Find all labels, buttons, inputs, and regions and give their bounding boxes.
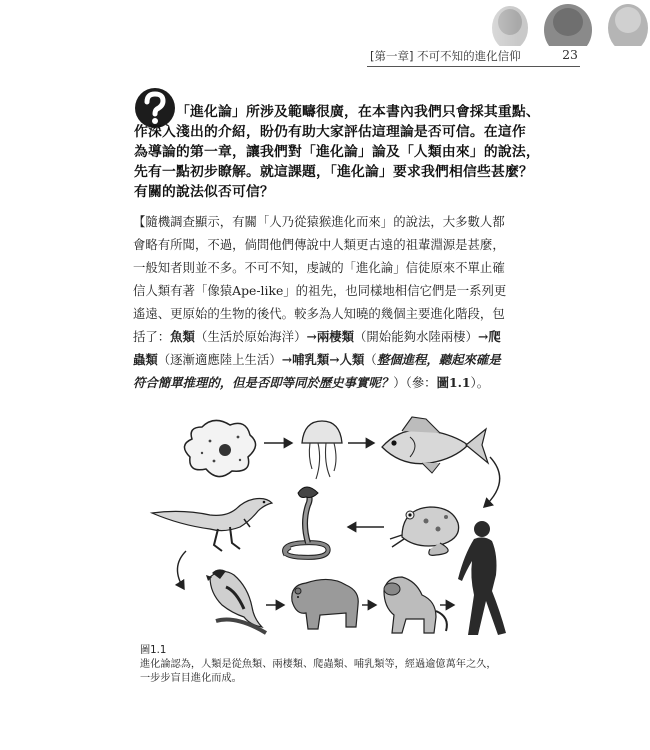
body-line: 會略有所聞，不過，倘問他們傳說中人類更古遠的祖輩淵源是甚麼，: [133, 237, 505, 252]
body-text: ）。: [470, 375, 490, 390]
baboon-icon: [384, 577, 447, 633]
jellyfish-icon: [302, 421, 342, 479]
bird-icon: [206, 569, 266, 633]
term-human: 人類: [339, 352, 365, 367]
body-line: [133, 371, 523, 394]
arrow: →: [329, 352, 340, 367]
caption-line: 一步步盲目進化而成。: [140, 673, 242, 684]
bear-icon: [292, 579, 358, 629]
caption-label: 圖1.1: [140, 645, 167, 656]
arrow: [484, 457, 500, 507]
snake-icon: [285, 487, 329, 557]
running-header: [370, 46, 578, 66]
arrow: →: [306, 329, 317, 344]
term-reptile: 爬: [488, 329, 501, 344]
caption-line: 進化論認為，人類是從魚類、兩棲類、爬蟲類、哺乳類等，經過逾億萬年之久，: [140, 659, 497, 670]
body-line: 【隨機調查顯示，有關「人乃從猿猴進化而來」的說法，大多數人都: [133, 214, 505, 229]
paren: （: [364, 352, 377, 367]
intro-paragraph: [134, 102, 540, 202]
body-text: ）（參：: [393, 375, 437, 390]
intro-line: 先有一點初步瞭解。就這課題，「進化論」要求我們相信些甚麼？: [134, 164, 534, 180]
body-line: 遙遠、更原始的生物的後代。較多為人知曉的幾個主要進化階段，包: [133, 306, 505, 321]
emphasis-text: 整個進程，聽起來確是: [376, 352, 501, 367]
chapter-title: [第一章] 不可不知的進化信仰: [370, 49, 521, 63]
term-amphibian: 兩棲類: [316, 329, 355, 344]
header-ape-photos: [428, 0, 648, 46]
body-line: [133, 325, 523, 348]
intro-line: 為導論的第一章，讓我們對「進化論」論及「人類由來」的說法，: [134, 144, 540, 160]
body-line: 一般知者則並不多。不可不知，虔誠的「進化論」信徒原來不單止確: [133, 260, 505, 275]
note-fish: （生活於原始海洋）: [194, 329, 307, 344]
human-ancestor-icon: [458, 521, 506, 635]
term-reptile: 蟲類: [133, 352, 158, 367]
intro-line: 作深入淺出的介紹，盼仍有助大家評估這理論是否可信。在這作: [134, 124, 526, 140]
arrow: [177, 551, 186, 589]
body-text: 括了：: [133, 329, 171, 344]
figure-caption: [140, 644, 540, 686]
intro-line: 有關的說法似否可信？: [134, 184, 274, 200]
header-rule: [367, 66, 580, 67]
figure-reference: 圖1.1: [436, 375, 471, 390]
evolution-figure: [140, 405, 520, 640]
fish-icon: [382, 417, 488, 473]
intro-line: 「進化論」所涉及範疇很廣，在本書內我們只會採其重點、: [176, 104, 540, 120]
emphasis-text: 符合簡單推理的，但是否即等同於歷史事實呢？: [133, 375, 394, 390]
frog-icon: [390, 507, 459, 555]
amoeba-icon: [184, 420, 255, 476]
arrow: →: [281, 352, 293, 367]
body-line: [133, 348, 523, 371]
body-paragraph: [133, 210, 523, 394]
term-mammal: 哺乳類: [292, 352, 330, 367]
note-amphibian: （開始能夠水陸兩棲）: [354, 329, 478, 344]
page-number: 23: [562, 47, 578, 62]
arrow: →: [477, 329, 489, 344]
dinosaur-icon: [152, 499, 272, 552]
note-reptile: （逐漸適應陸上生活）: [157, 352, 282, 367]
term-fish: 魚類: [170, 329, 195, 344]
body-line: 信人類有著「像猿Ape-like」的祖先，也同樣地相信它們是一系列更: [133, 283, 507, 298]
